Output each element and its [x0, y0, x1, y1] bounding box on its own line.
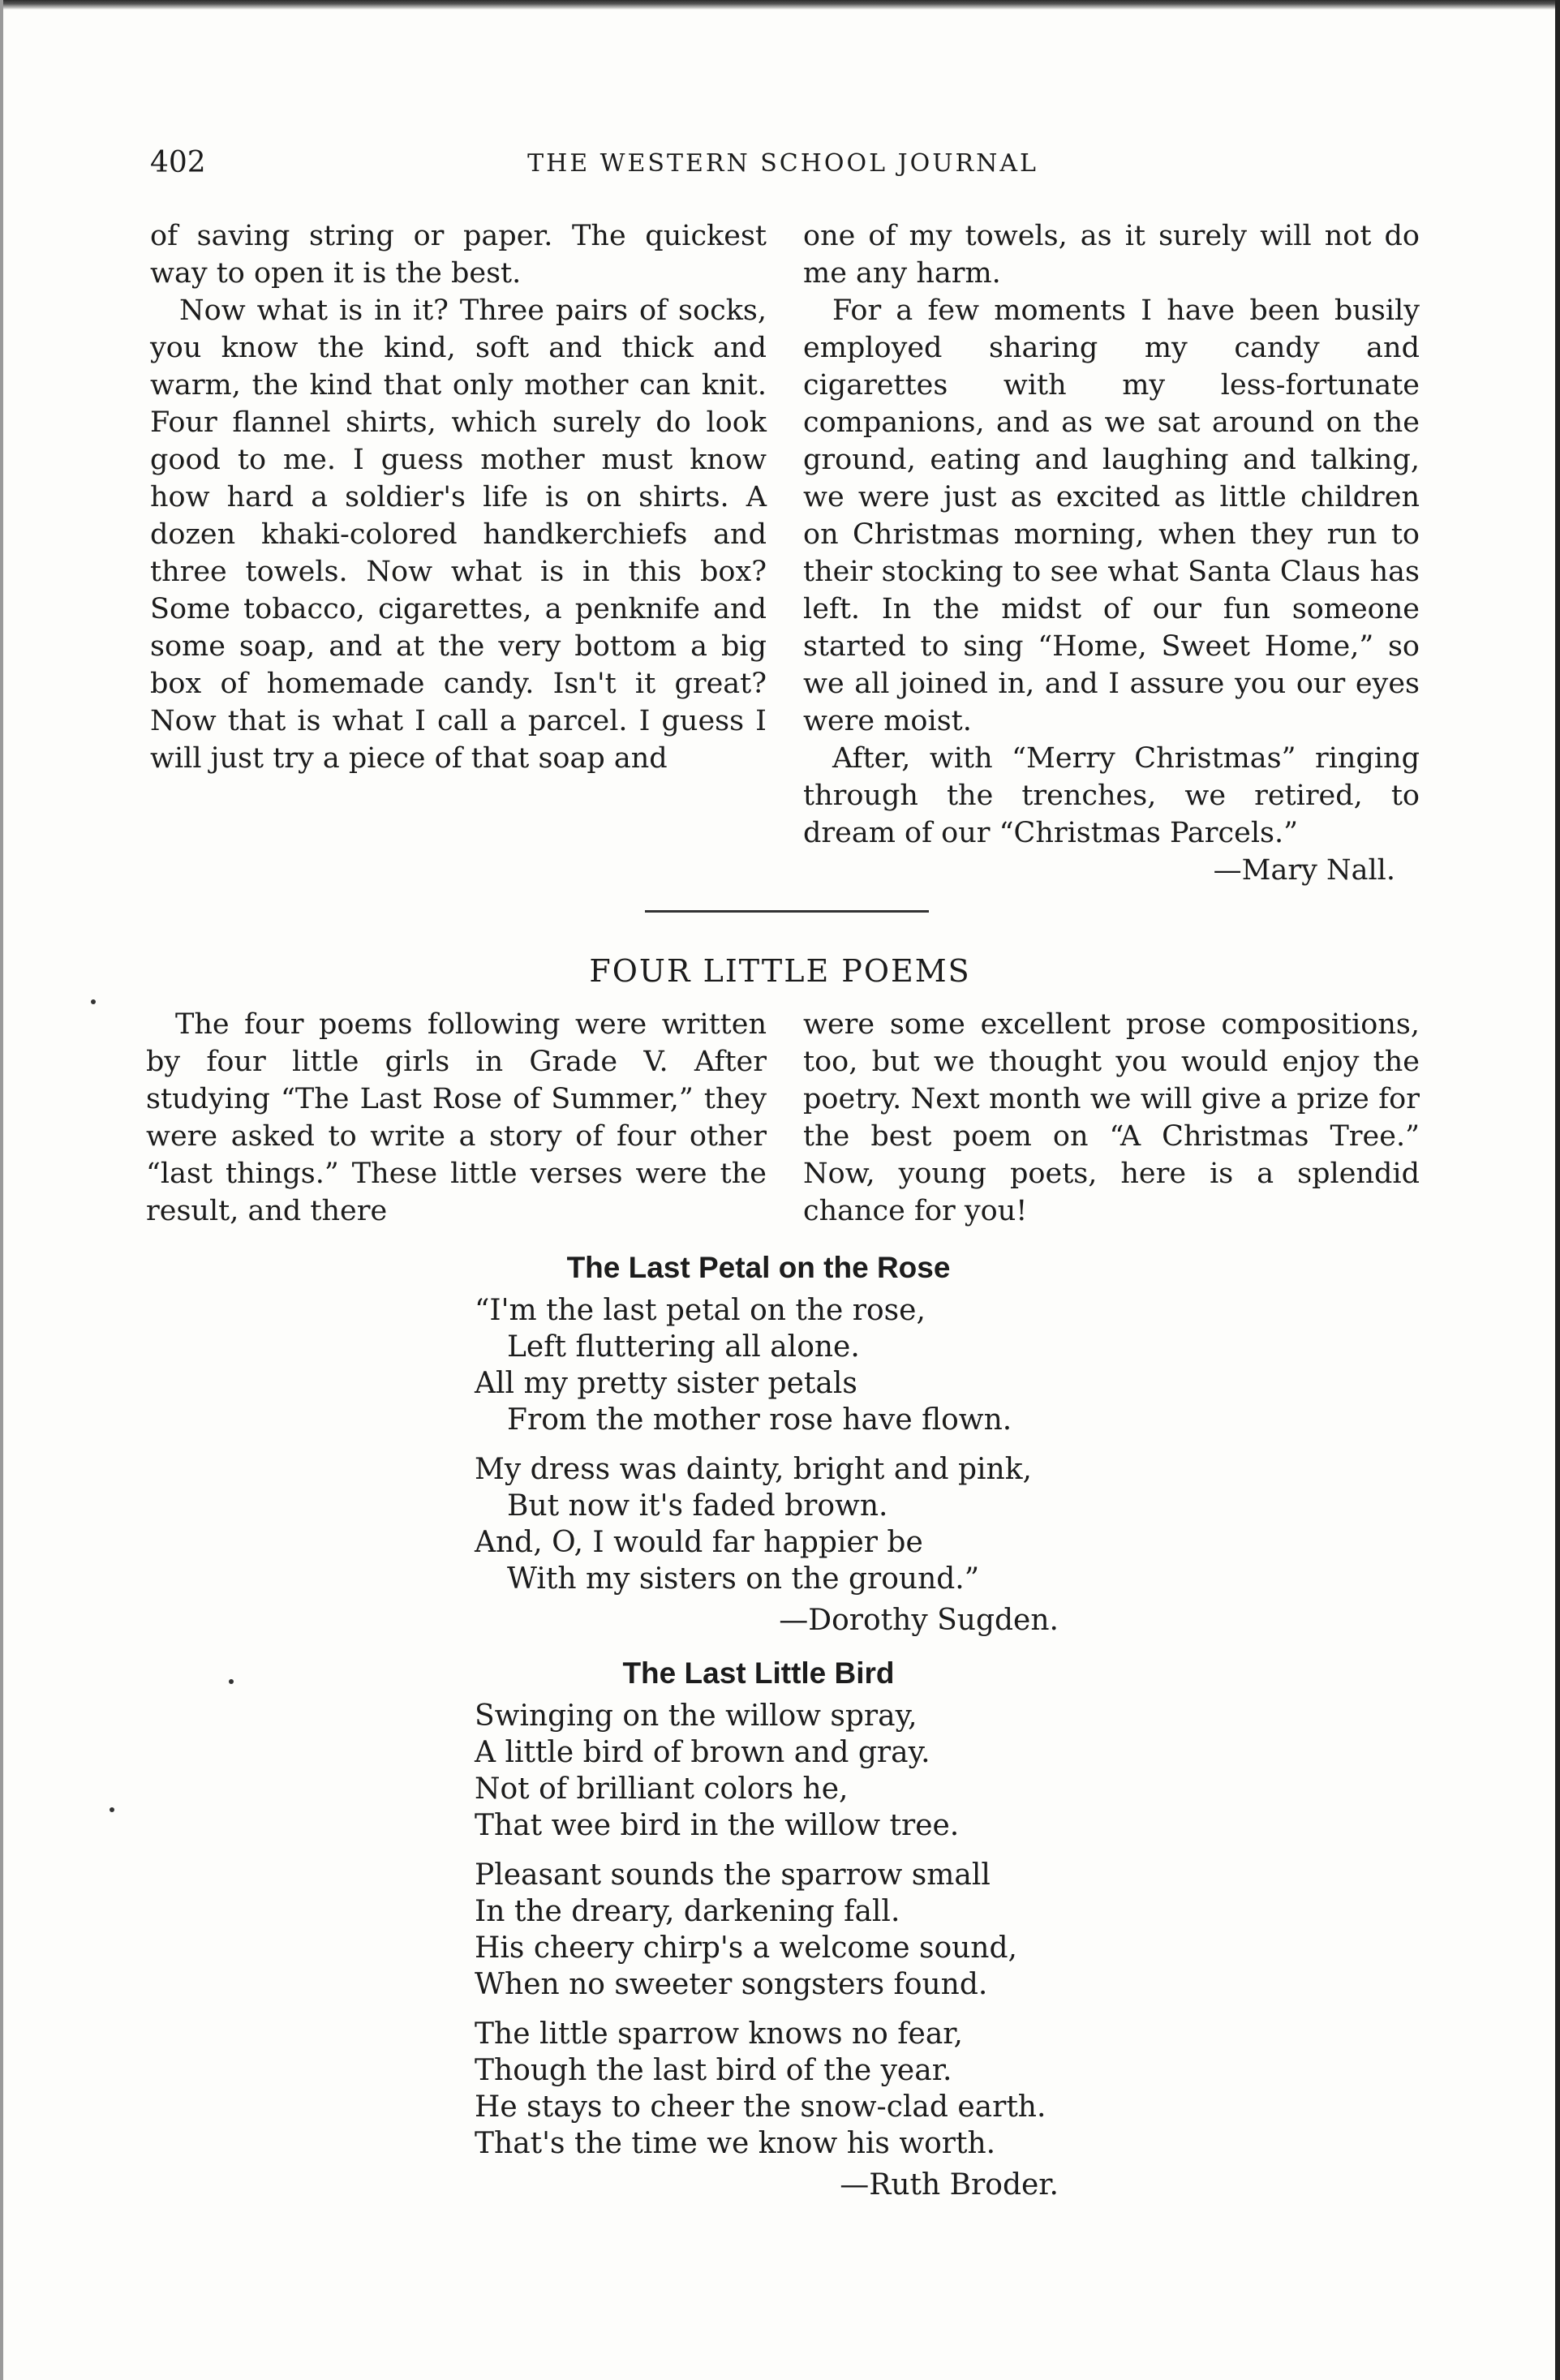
- intro-paragraph: were some excellent prose compositions, too, but we thought you would enjoy the poetry. Next month we will give a prize for the best poem on “A Christmas Tree.” Now, young poets, here is a splendid chance for you!: [803, 1008, 1420, 1227]
- paragraph: Now what is in it? Three pairs of socks, you know the kind, soft and thick and warm, the kind that only mother can knit. Four flannel shirts, which surely do look good to me. I guess mother must know how hard a soldier's life is on shirts. A dozen khaki-colored handkerchiefs and three towels. Now what is in this box? Some tobacco, cigarettes, a penknife and some soap, and at the very bottom a big box of homemade candy. Isn't it great? Now that is what I call a parcel. I guess I will just try a piece of that soap and: [150, 294, 767, 775]
- scan-speck: [229, 1679, 234, 1684]
- poem-line: My dress was dainty, bright and pink,: [475, 1453, 1032, 1486]
- stanza: [475, 1292, 1107, 1438]
- poem-line: “I'm the last petal on the rose,: [475, 1294, 926, 1327]
- poem-title: The Last Petal on the Rose: [566, 1251, 951, 1284]
- paragraph: For a few moments I have been busily employed sharing my candy and cigarettes with my less-fortunate companions, and as we sat around on the ground, eating and laughing and talking, we were just as excited as little children on Christmas morning, when they run to their stocking to see what Santa Claus has left. In the midst of our fun someone started to sing “Home, Sweet Home,” so we all joined in, and I assure you our eyes were moist.: [803, 294, 1420, 737]
- poem-title: The Last Little Bird: [622, 1656, 895, 1690]
- poem-line: With my sisters on the ground.”: [507, 1562, 980, 1596]
- article-signature: —Mary Nall.: [1213, 854, 1395, 887]
- poem-last-bird: [475, 1655, 1107, 2203]
- poem-line: In the dreary, darkening fall.: [475, 1895, 900, 1928]
- paragraph: After, with “Merry Christmas” ringing through the trenches, we retired, to dream of our “Christmas Parcels.”: [803, 742, 1420, 849]
- poem-line: All my pretty sister petals: [475, 1367, 857, 1400]
- scan-speck: [110, 1807, 114, 1812]
- poem-line: And, O, I would far happier be: [475, 1526, 923, 1559]
- poem-line: His cheery chirp's a welcome sound,: [475, 1931, 1017, 1965]
- poem-line: When no sweeter songsters found.: [475, 1968, 988, 2001]
- stanza: [475, 1698, 1107, 1844]
- page-number: 402: [150, 146, 206, 179]
- scan-left-edge: [0, 0, 3, 2380]
- poem-line: He stays to cheer the snow-clad earth.: [475, 2090, 1046, 2124]
- poem-last-petal: [475, 1249, 1107, 1639]
- poem-line: From the mother rose have flown.: [507, 1403, 1012, 1437]
- poem-line: But now it's faded brown.: [507, 1489, 888, 1523]
- poem-line: Not of brilliant colors he,: [475, 1772, 849, 1806]
- stanza: [475, 2016, 1107, 2162]
- paragraph: of saving string or paper. The quickest way to open it is the best.: [150, 220, 767, 290]
- poem-line: That's the time we know his worth.: [475, 2127, 996, 2160]
- poem-line: A little bird of brown and gray.: [475, 1736, 930, 1769]
- poem-author: —Dorothy Sugden.: [779, 1604, 1059, 1637]
- intro-paragraph: The four poems following were written by four little girls in Grade V. After studying “The Last Rose of Summer,” they were asked to write a story of four other “last things.” These little verses were the result, and there: [146, 1008, 767, 1227]
- poem-line: Though the last bird of the year.: [475, 2054, 952, 2087]
- poem-line: Left fluttering all alone.: [507, 1330, 860, 1364]
- stanza: [475, 1857, 1107, 2003]
- intro-column-right: [803, 1006, 1420, 1230]
- poem-line: Pleasant sounds the sparrow small: [475, 1858, 991, 1892]
- stanza: [475, 1451, 1107, 1597]
- article-column-right: [803, 217, 1420, 889]
- scan-speck: [91, 999, 96, 1004]
- scan-top-edge: [0, 0, 1560, 10]
- poem-author: —Ruth Broder.: [840, 2168, 1059, 2202]
- running-header: [150, 146, 1416, 187]
- poem-line: Swinging on the willow spray,: [475, 1699, 918, 1733]
- article-column-left: [150, 217, 767, 777]
- section-title: FOUR LITTLE POEMS: [589, 953, 971, 989]
- section-divider: [645, 910, 929, 913]
- paragraph: one of my towels, as it surely will not do me any harm.: [803, 220, 1420, 290]
- poem-line: The little sparrow knows no fear,: [475, 2017, 963, 2051]
- poem-line: That wee bird in the willow tree.: [475, 1809, 960, 1842]
- scan-right-edge: [1555, 0, 1560, 2380]
- journal-title: THE WESTERN SCHOOL JOURNAL: [527, 149, 1038, 178]
- intro-column-left: [146, 1006, 767, 1230]
